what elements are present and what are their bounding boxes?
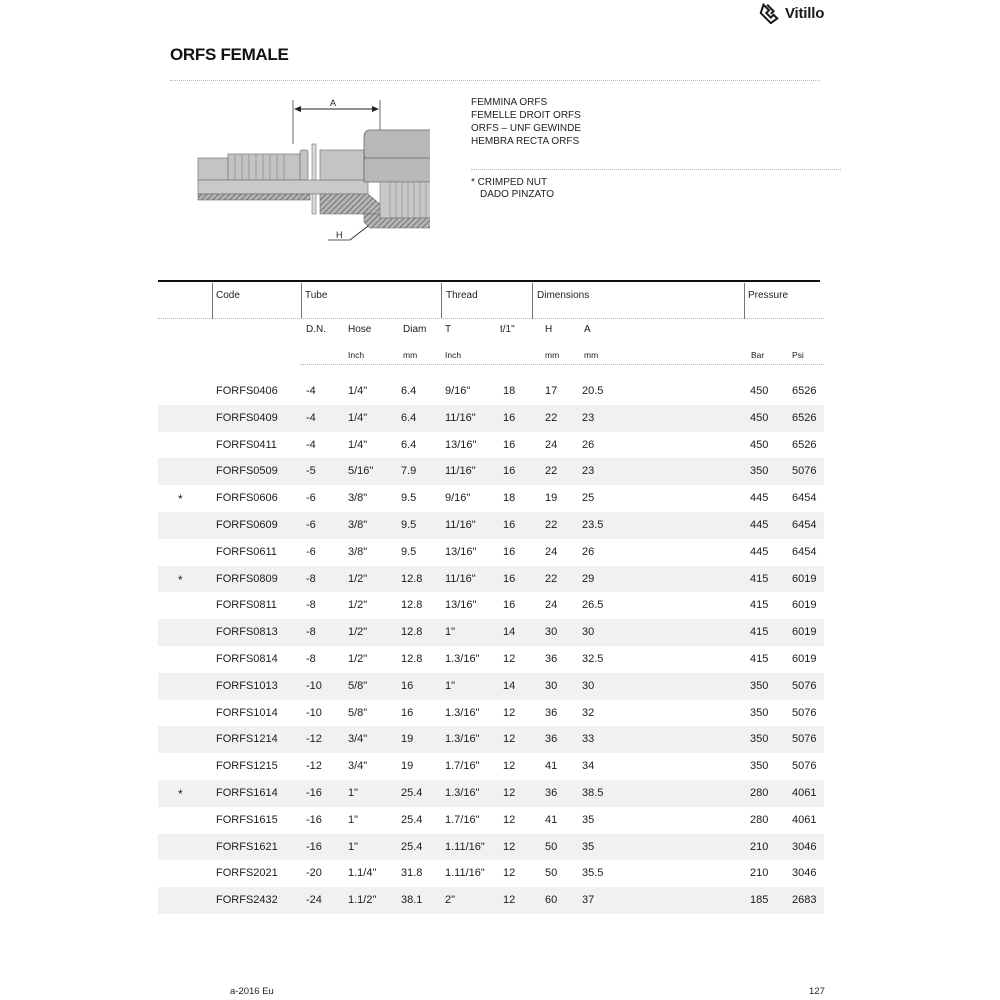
subheader-t: T [445, 324, 452, 335]
tpi-cell: 16 [503, 599, 516, 612]
tpi-cell: 16 [503, 465, 516, 478]
diam-cell: 6.4 [401, 438, 417, 451]
diam-cell: 12.8 [401, 599, 423, 612]
table-row [158, 405, 824, 432]
tpi-cell: 12 [503, 786, 516, 799]
a-cell: 29 [582, 572, 595, 585]
product-table-body [158, 378, 824, 914]
header-tube: Tube [305, 290, 328, 301]
unit-diam: mm [403, 350, 418, 360]
table-row [158, 807, 824, 834]
code-cell: FORFS2021 [216, 867, 278, 880]
code-cell: FORFS1013 [216, 679, 278, 692]
description-line-it: FEMMINA ORFS [471, 97, 548, 108]
thread-cell: 1" [445, 626, 456, 639]
a-cell: 23.5 [582, 518, 604, 531]
h-cell: 30 [545, 679, 558, 692]
table-row [158, 700, 824, 727]
column-divider [212, 283, 213, 319]
a-cell: 20.5 [582, 385, 604, 397]
h-cell: 24 [545, 545, 558, 558]
dn-cell: -6 [306, 492, 316, 505]
dn-cell: -10 [306, 679, 322, 692]
thread-cell: 1.11/16" [445, 867, 485, 880]
unit-t: Inch [445, 350, 462, 360]
a-cell: 23 [582, 465, 595, 478]
thread-cell: 1" [445, 679, 456, 692]
psi-cell: 6019 [792, 652, 817, 665]
unit-bar: Bar [751, 350, 765, 360]
hose-cell: 5/8" [348, 679, 368, 692]
a-cell: 33 [582, 733, 595, 746]
fitting-cross-section-drawing [190, 92, 430, 247]
code-cell: FORFS0409 [216, 411, 278, 424]
hose-cell: 3/8" [348, 492, 368, 505]
code-cell: FORFS0811 [216, 599, 277, 612]
thread-cell: 11/16" [445, 518, 476, 531]
diam-cell: 25.4 [401, 813, 423, 826]
hose-cell: 1.1/4" [348, 867, 377, 880]
h-cell: 30 [545, 626, 558, 639]
code-cell: FORFS1215 [216, 760, 278, 773]
code-cell: FORFS1214 [216, 733, 278, 746]
dn-cell: -16 [306, 786, 322, 799]
tpi-cell: 12 [503, 840, 516, 853]
bar-cell: 415 [750, 652, 769, 665]
psi-cell: 6526 [792, 411, 817, 424]
column-divider [301, 283, 302, 319]
bar-cell: 445 [750, 545, 769, 558]
hose-cell: 3/4" [348, 760, 368, 773]
code-cell: FORFS0611 [216, 545, 277, 558]
table-row [158, 619, 824, 646]
bar-cell: 350 [750, 733, 769, 746]
thread-cell: 1.3/16" [445, 786, 480, 799]
tpi-cell: 16 [503, 572, 516, 585]
hose-cell: 1/4" [348, 438, 368, 451]
a-cell: 34 [582, 760, 595, 773]
edition-label: a-2016 Eu [230, 986, 274, 997]
table-row [158, 780, 824, 807]
tpi-cell: 14 [503, 679, 516, 692]
bar-cell: 350 [750, 760, 769, 773]
thread-cell: 1.3/16" [445, 652, 480, 665]
hose-cell: 1/2" [348, 572, 368, 585]
psi-cell: 6454 [792, 545, 817, 558]
column-divider [744, 283, 745, 319]
crimped-nut-marker: * [178, 572, 183, 587]
bar-cell: 415 [750, 626, 769, 639]
table-row [158, 485, 824, 512]
dn-cell: -16 [306, 813, 322, 826]
tpi-cell: 12 [503, 706, 516, 719]
tpi-cell: 12 [503, 652, 516, 665]
hose-cell: 3/8" [348, 545, 368, 558]
subheader-hose: Hose [348, 324, 372, 335]
dn-cell: -4 [306, 411, 316, 424]
hose-cell: 5/16" [348, 465, 374, 478]
h-cell: 22 [545, 465, 558, 478]
a-cell: 25 [582, 492, 595, 505]
bar-cell: 415 [750, 599, 769, 612]
h-cell: 50 [545, 867, 558, 880]
dn-cell: -16 [306, 840, 322, 853]
psi-cell: 5076 [792, 679, 817, 692]
psi-cell: 6454 [792, 492, 817, 505]
diam-cell: 25.4 [401, 840, 423, 853]
psi-cell: 6019 [792, 626, 817, 639]
hose-cell: 1/4" [348, 385, 368, 397]
hose-cell: 5/8" [348, 706, 368, 719]
subheader-diam: Diam [403, 324, 427, 335]
thread-cell: 2" [445, 894, 456, 907]
psi-cell: 5076 [792, 465, 817, 478]
bar-cell: 210 [750, 840, 769, 853]
code-cell: FORFS1621 [216, 840, 278, 853]
dn-cell: -20 [306, 867, 322, 880]
page-title: ORFS FEMALE [170, 45, 289, 64]
hose-cell: 1" [348, 813, 359, 826]
column-divider [441, 283, 442, 319]
bar-cell: 210 [750, 867, 769, 880]
bar-cell: 350 [750, 706, 769, 719]
diam-cell: 31.8 [401, 867, 423, 880]
dn-cell: -5 [306, 465, 316, 478]
h-cell: 36 [545, 733, 558, 746]
note-line-1: * CRIMPED NUT [471, 177, 548, 188]
tpi-cell: 18 [503, 492, 516, 505]
brand-logo [758, 2, 824, 24]
page-number: 127 [809, 986, 825, 997]
psi-cell: 4061 [792, 813, 817, 826]
psi-cell: 5076 [792, 760, 817, 773]
diam-cell: 16 [401, 679, 414, 692]
psi-cell: 6019 [792, 599, 817, 612]
dn-cell: -6 [306, 518, 316, 531]
dimension-a-label: A [329, 98, 337, 108]
crimped-nut-marker: * [178, 786, 183, 801]
bar-cell: 450 [750, 438, 769, 451]
column-divider [532, 283, 533, 319]
dn-cell: -24 [306, 894, 322, 907]
bar-cell: 445 [750, 518, 769, 531]
table-row [158, 887, 824, 914]
code-cell: FORFS0814 [216, 652, 278, 665]
hose-cell: 1/2" [348, 652, 368, 665]
dimension-h-label: H [336, 230, 343, 240]
header-divider [158, 318, 824, 319]
thread-cell: 1.11/16" [445, 840, 485, 853]
tpi-cell: 16 [503, 545, 516, 558]
hose-cell: 1" [348, 840, 359, 853]
hose-cell: 3/4" [348, 733, 368, 746]
psi-cell: 3046 [792, 840, 817, 853]
thread-cell: 1.3/16" [445, 706, 480, 719]
psi-cell: 3046 [792, 867, 817, 880]
unit-psi: Psi [792, 350, 804, 360]
h-cell: 22 [545, 518, 558, 531]
tpi-cell: 14 [503, 626, 516, 639]
hose-cell: 3/8" [348, 518, 368, 531]
tpi-cell: 12 [503, 867, 516, 880]
table-row [158, 673, 824, 700]
unit-a: mm [584, 350, 599, 360]
bar-cell: 350 [750, 465, 769, 478]
h-cell: 24 [545, 438, 558, 451]
table-row [158, 860, 824, 887]
thread-cell: 9/16" [445, 385, 471, 397]
diam-cell: 6.4 [401, 385, 417, 397]
code-cell: FORFS2432 [216, 894, 278, 907]
thread-cell: 9/16" [445, 492, 471, 505]
description-divider [471, 169, 841, 170]
h-cell: 36 [545, 786, 558, 799]
code-cell: FORFS0813 [216, 626, 278, 639]
psi-cell: 5076 [792, 706, 817, 719]
a-cell: 38.5 [582, 786, 604, 799]
dn-cell: -12 [306, 760, 322, 773]
psi-cell: 2683 [792, 894, 817, 907]
a-cell: 32.5 [582, 652, 604, 665]
header-code: Code [216, 290, 240, 301]
bar-cell: 280 [750, 813, 769, 826]
hose-cell: 1/2" [348, 626, 368, 639]
table-row [158, 539, 824, 566]
diam-cell: 19 [401, 760, 414, 773]
diam-cell: 25.4 [401, 786, 423, 799]
tpi-cell: 18 [503, 385, 516, 397]
bar-cell: 450 [750, 411, 769, 424]
note-line-2: DADO PINZATO [480, 189, 555, 200]
code-cell: FORFS0406 [216, 385, 278, 397]
description-line-fr: FEMELLE DROIT ORFS [471, 110, 581, 121]
table-row [158, 378, 824, 405]
table-row [158, 646, 824, 673]
crimped-nut-note [471, 177, 554, 201]
dn-cell: -8 [306, 626, 316, 639]
dn-cell: -8 [306, 572, 316, 585]
h-cell: 19 [545, 492, 558, 505]
subheader-h: H [545, 324, 553, 335]
h-cell: 36 [545, 652, 558, 665]
table-row [158, 566, 824, 593]
a-cell: 26.5 [582, 599, 604, 612]
code-cell: FORFS1014 [216, 706, 278, 719]
unit-hose: Inch [348, 350, 365, 360]
thread-cell: 11/16" [445, 465, 476, 478]
h-cell: 41 [545, 813, 558, 826]
thread-cell: 13/16" [445, 438, 477, 451]
hose-cell: 1/2" [348, 599, 368, 612]
h-cell: 41 [545, 760, 558, 773]
bar-cell: 445 [750, 492, 769, 505]
a-cell: 23 [582, 411, 595, 424]
table-row [158, 458, 824, 485]
psi-cell: 4061 [792, 786, 817, 799]
h-cell: 50 [545, 840, 558, 853]
vitillo-logo-icon [758, 2, 780, 24]
table-row [158, 512, 824, 539]
h-cell: 22 [545, 411, 558, 424]
table-top-rule [158, 280, 820, 282]
h-cell: 17 [545, 385, 558, 397]
table-row [158, 834, 824, 861]
thread-cell: 13/16" [445, 545, 477, 558]
bar-cell: 185 [750, 894, 769, 907]
h-cell: 36 [545, 706, 558, 719]
table-row [158, 432, 824, 459]
a-cell: 26 [582, 545, 595, 558]
thread-cell: 1.7/16" [445, 813, 480, 826]
description-line-de: ORFS – UNF GEWINDE [471, 123, 582, 134]
a-cell: 30 [582, 679, 595, 692]
thread-cell: 13/16" [445, 599, 477, 612]
table-row [158, 726, 824, 753]
psi-cell: 5076 [792, 733, 817, 746]
bar-cell: 280 [750, 786, 769, 799]
brand-name: Vitillo [785, 4, 825, 22]
units-divider [300, 364, 824, 365]
header-pressure: Pressure [748, 290, 789, 301]
tpi-cell: 16 [503, 438, 516, 451]
diam-cell: 7.9 [401, 465, 417, 478]
thread-cell: 1.3/16" [445, 733, 480, 746]
dn-cell: -10 [306, 706, 322, 719]
psi-cell: 6526 [792, 385, 817, 397]
subheader-dn: D.N. [306, 324, 326, 335]
diam-cell: 19 [401, 733, 414, 746]
tpi-cell: 12 [503, 894, 516, 907]
thread-cell: 1.7/16" [445, 760, 480, 773]
hose-cell: 1/4" [348, 411, 368, 424]
code-cell: FORFS0809 [216, 572, 278, 585]
diam-cell: 12.8 [401, 572, 423, 585]
hose-cell: 1" [348, 786, 359, 799]
diam-cell: 9.5 [401, 518, 417, 531]
psi-cell: 6526 [792, 438, 817, 451]
h-cell: 22 [545, 572, 558, 585]
bar-cell: 450 [750, 385, 769, 397]
a-cell: 32 [582, 706, 595, 719]
bar-cell: 415 [750, 572, 769, 585]
code-cell: FORFS0411 [216, 438, 277, 451]
dn-cell: -4 [306, 385, 316, 397]
product-description [471, 96, 581, 148]
header-dimensions: Dimensions [537, 290, 590, 301]
a-cell: 35 [582, 813, 595, 826]
dn-cell: -8 [306, 652, 316, 665]
bar-cell: 350 [750, 679, 769, 692]
psi-cell: 6019 [792, 572, 817, 585]
header-thread: Thread [446, 290, 478, 301]
a-cell: 37 [582, 894, 595, 907]
diam-cell: 38.1 [401, 894, 423, 907]
subheader-tpi: t/1" [500, 324, 515, 335]
table-row [158, 753, 824, 780]
description-line-es: HEMBRA RECTA ORFS [471, 136, 580, 147]
tpi-cell: 12 [503, 760, 516, 773]
crimped-nut-marker: * [178, 492, 183, 507]
thread-cell: 11/16" [445, 411, 476, 424]
code-cell: FORFS1614 [216, 786, 278, 799]
tpi-cell: 16 [503, 518, 516, 531]
dn-cell: -12 [306, 733, 322, 746]
a-cell: 35.5 [582, 867, 604, 880]
table-row [158, 592, 824, 619]
diam-cell: 12.8 [401, 652, 423, 665]
tpi-cell: 16 [503, 411, 516, 424]
h-cell: 60 [545, 894, 558, 907]
diam-cell: 9.5 [401, 545, 417, 558]
unit-h: mm [545, 350, 560, 360]
code-cell: FORFS0509 [216, 465, 278, 478]
tpi-cell: 12 [503, 733, 516, 746]
code-cell: FORFS0609 [216, 518, 278, 531]
diam-cell: 6.4 [401, 411, 417, 424]
psi-cell: 6454 [792, 518, 817, 531]
hose-cell: 1.1/2" [348, 894, 377, 907]
tpi-cell: 12 [503, 813, 516, 826]
thread-cell: 11/16" [445, 572, 476, 585]
code-cell: FORFS1615 [216, 813, 278, 826]
a-cell: 30 [582, 626, 595, 639]
a-cell: 26 [582, 438, 595, 451]
a-cell: 35 [582, 840, 595, 853]
h-cell: 24 [545, 599, 558, 612]
code-cell: FORFS0606 [216, 492, 278, 505]
diam-cell: 9.5 [401, 492, 417, 505]
dn-cell: -6 [306, 545, 316, 558]
diam-cell: 12.8 [401, 626, 423, 639]
title-divider [170, 80, 820, 81]
dn-cell: -4 [306, 438, 316, 451]
subheader-a: A [584, 324, 591, 335]
dn-cell: -8 [306, 599, 316, 612]
diam-cell: 16 [401, 706, 414, 719]
